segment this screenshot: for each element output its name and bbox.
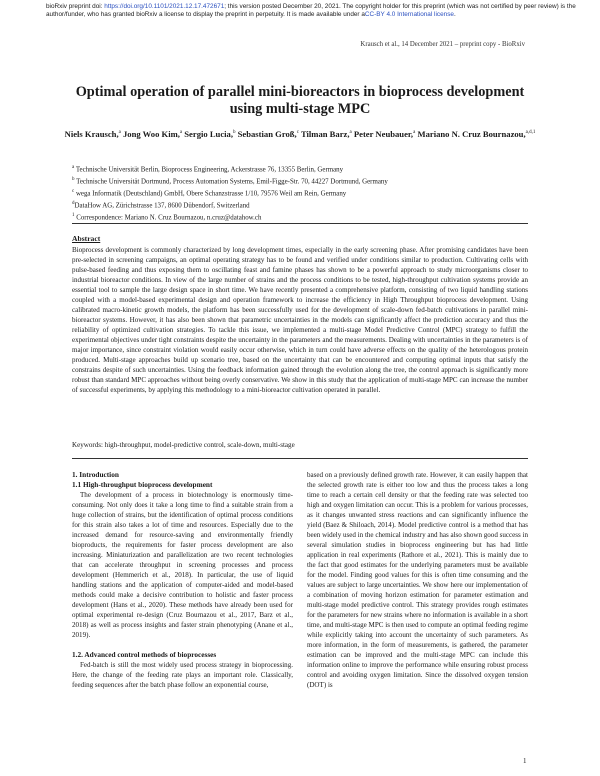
divider-top: [72, 223, 528, 224]
biorxiv-banner: [46, 3, 586, 18]
keywords: Keywords: high-throughput, model-predictive control, scale-down, multi-stage: [72, 441, 295, 449]
paper-title: Optimal operation of parallel mini-bioreactors in bioprocess development using multi-stage MPC: [75, 84, 525, 117]
affiliation-mark: 1: [72, 213, 75, 218]
affiliation-list: [72, 163, 542, 223]
left-column: [72, 470, 293, 690]
abstract-heading: Abstract: [72, 234, 101, 243]
author-list: [60, 127, 540, 140]
affiliation: $^d$DataHow AG, Zürichstrasse 137, 8600 Dübendorf, Switzerland: [72, 201, 250, 210]
license-link[interactable]: CC-BY 4.0 International license: [364, 10, 454, 18]
author-affiliation-mark: a,d,1: [525, 130, 536, 135]
body-paragraph: Fed-batch is still the most widely used process strategy in bioprocessing. Here, the change of the feeding rate plays an important role. Classically, feeding sequences after the batch phase follow an exponential course,: [72, 661, 293, 689]
affiliation: $^c$ wega Informatik (Deutschland) GmbH, Obere Schanzstrasse 1/10, 79576 Weil am Rein, Germany: [72, 189, 347, 198]
author: Sergio Lucia,: [184, 128, 233, 139]
divider-bottom: [72, 458, 528, 459]
body-paragraph: based on a previously defined growth rate. However, it can easily happen that the selected growth rate is either too low and thus the process takes a long time to reach a certain cell density or that the feeding rate was selected too high and oxygen limitation can occur. This is a problem for various processes, as it changes unwanted stress reactions and can significantly influence the yield (Baez & Shiloach, 2014). Model predictive control is a method that has been widely used in the chemical industry and has also shown good success in several simulation studies in bioprocess engineering but has had little application in real experiments (Rathore et al., 2021). This is mainly due to the fact that good estimates for the underlying parameters must be available for the model. Finding good values for this is often time consuming and the values are subject to large uncertainties. We show here our implementation of a combination of moving horizon estimation for parameter estimation and multi-stage model predictive control. This strategy provides rough estimates for the parameters for new strains where no information is available in a short time, and multi-stage MPC is then used to compute an optimal feeding regime while explicitly taking into account the uncertainty of such parameters. As more information, in the form of measurements, is gathered, the parameter estimation can be improved and the multi-stage MPC can include this information online to improve the performance while ensuring robust process control and avoiding oxygen limitation. Since the dissolved oxygen tension (DOT) is: [307, 471, 528, 689]
author-affiliation-mark: c: [296, 130, 299, 135]
affiliation-mark: d: [72, 201, 75, 206]
subsection-heading: 1.2. Advanced control methods of bioprocesses: [72, 650, 217, 659]
author-affiliation-mark: a: [179, 130, 183, 135]
affiliation-mark: c: [72, 189, 75, 194]
author-affiliation-mark: b: [232, 130, 236, 135]
affiliation: $^1$ Correspondence: Mariano N. Cruz Bournazou, n.cruz@datahow.ch: [72, 213, 262, 222]
banner-prefix: bioRxiv preprint doi:: [46, 3, 105, 10]
right-column: [307, 470, 528, 690]
author: Tilman Barz,: [300, 128, 350, 139]
subsection-heading: 1.1 High-throughput bioprocess development: [72, 480, 213, 489]
doi-link[interactable]: https://doi.org/10.1101/2021.12.17.472671: [104, 3, 225, 10]
author: Peter Neubauer,: [353, 128, 414, 139]
author: Niels Krausch,: [64, 128, 119, 139]
section-heading: 1. Introduction: [72, 470, 119, 479]
body-paragraph: The development of a process in biotechnology is enormously time-consuming. Not only does it take a long time to find a suitable strain from a huge collection of strains, but the identification of optimal process conditions for this strain also takes a lot of time and resources. Especially due to the increased demand for resource-saving and environmentally friendly bioproducts, the requirements for faster process development are also increasing. Miniaturization and parallelization are two recent technologies that can accelerate throughput in screening processes and process development (Hemmerich et al., 2018). In particular, the use of liquid handling stations and the application of computer-aided and model-based methods could make a decisive contribution to holistic and faster process development (Hans et al., 2020). These methods have already been used for optimal experimental re-design (Cruz Bournazou et al., 2017, Barz et al., 2018) as well as process insights and faster strain phenotyping (Anane et al., 2019).: [72, 491, 293, 639]
banner-text: ; this version posted December 20, 2021. The copyright holder for this preprint (which was not certified by peer review) is the author/funder, who has granted bioRxiv a license to display the preprint in perpetuity. It is made available under a: [46, 3, 576, 18]
abstract-text: Bioprocess development is commonly characterized by long development times, especially in the early screening phase. After promising candidates have been pre-selected in screening campaigns, an optimal operating strategy has to be found and verified under conditions similar to production. Cultivating cells with pulse-based feeding and thus exposing them to oscillating feast and famine phases has shown to be a powerful approach to study microorganisms closer to industrial bioreactor conditions. In view of the large number of strains and the process conditions to be tested, high-throughput cultivation systems provide an essential tool to sample the large design space in short time. We have recently presented a comprehensive platform, consisting of two liquid handling stations coupled with a model-based experimental design and operation framework to increase the efficiency in High Throughput bioprocess development. Using calibrated macro-kinetic growth models, the platform has been successfully used for the development of scale-down fed-batch cultivations in parallel mini-bioreactor systems. However, it has also been shown that parametric uncertainties in the models can significantly affect the prediction accuracy and thus the reliability of optimized cultivation strategies. To tackle this issue, we implemented a multi-stage Model Predictive Control (MPC) strategy to fulfill the experimental objectives under tight constraints despite the uncertainty in the parameters and the measurements. Dealing with uncertainties in the parameters is of major importance, since constraint violation would easily occur otherwise, which in turn could have adverse effects on the quality of the heterologous protein produced. Multi-stage approaches build up scenario tree, based on the uncertainty that can be encountered and computing optimal inputs that satisfy the constrains despite of such uncertainties. Using the feedback information gained through the evolution along the tree, the control approach is significantly more robust than standard MPC approaches without being overly conservative. We show in this study that the application of multi-stage MPC can increase the number of successful experiments, by applying this methodology to a mini-bioreactor cultivation operated in parallel.: [72, 246, 528, 394]
affiliation: $^a$ Technische Universität Berlin, Bioprocess Engineering, Ackerstrasse 76, 13355 Berlin, Germany: [72, 165, 344, 174]
affiliation: $^b$ Technische Universität Dortmund, Process Automation Systems, Emil-Figge-Str. 70, 44227 Dortmund, Germany: [72, 177, 388, 186]
author: Jong Woo Kim,: [122, 128, 180, 139]
author-affiliation-mark: a: [349, 130, 352, 135]
author: Sebastian Groß,: [237, 128, 297, 139]
author: Mariano N. Cruz Bournazou,: [417, 128, 526, 139]
author-affiliation-mark: a: [413, 130, 416, 135]
page-number: 1: [523, 757, 527, 765]
running-head: Krausch et al., 14 December 2021 – preprint copy - BioRxiv: [360, 41, 525, 48]
author-affiliation-mark: a: [118, 130, 121, 135]
banner-end: .: [453, 10, 456, 18]
affiliation-mark: a: [72, 165, 75, 170]
affiliation-mark: b: [72, 177, 75, 182]
